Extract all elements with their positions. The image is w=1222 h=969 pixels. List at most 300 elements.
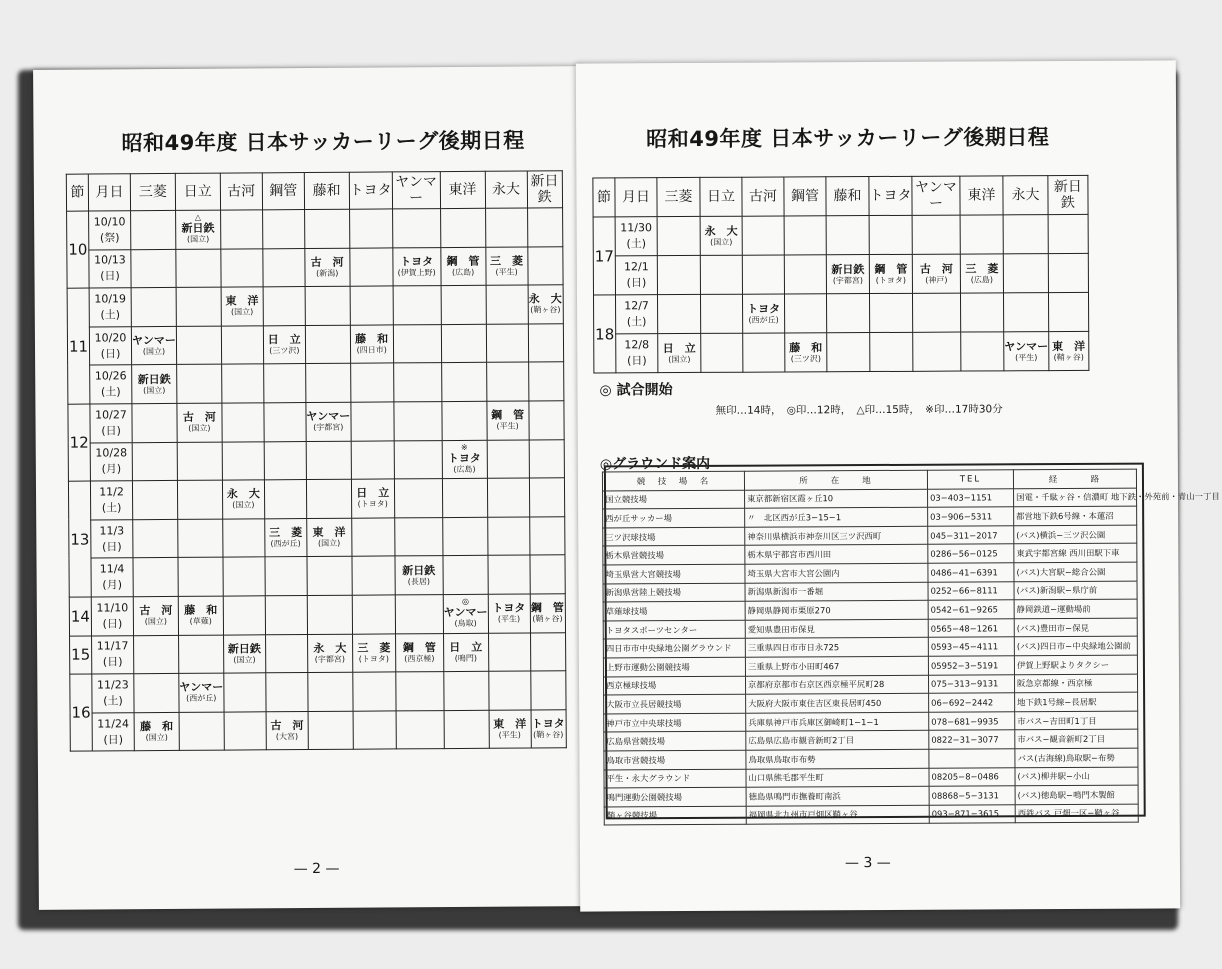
match-cell <box>826 216 869 255</box>
match-cell <box>133 519 178 558</box>
opponent: 鋼 管 <box>874 262 908 276</box>
date: 12/1 <box>623 260 649 274</box>
match-cell <box>395 633 443 672</box>
opponent: 永 大 <box>313 641 347 655</box>
match-cell <box>131 249 176 288</box>
match-cell <box>308 672 353 711</box>
match-cell <box>486 285 528 324</box>
weekday: (土) <box>103 694 123 708</box>
column-header: 節 <box>66 174 88 211</box>
venue: (鞘ヶ谷) <box>1053 352 1084 362</box>
ground-addr: 鳥取県鳥取市布勢 <box>746 749 929 769</box>
venue: (平生) <box>495 267 518 277</box>
match-cell <box>913 332 961 371</box>
opponent: 東 洋 <box>312 525 346 540</box>
match-cell <box>784 255 826 294</box>
opponent: 新日鉄 <box>137 372 171 386</box>
match-cell <box>393 363 441 402</box>
match-cell <box>785 333 827 372</box>
opponent: 東 洋 <box>225 294 259 309</box>
date-cell <box>89 327 131 366</box>
kickoff-heading: ◎ 試合開始 <box>599 382 673 399</box>
column-header: 月日 <box>615 178 657 217</box>
venue: (広島) <box>453 464 476 474</box>
match <box>827 263 869 286</box>
ground-addr: 愛知県豊田市保見 <box>745 619 928 639</box>
venue: (長居) <box>407 576 430 586</box>
venue: (国立) <box>233 655 256 665</box>
ground-tel: 0486−41−6391 <box>928 563 1014 582</box>
date: 10/19 <box>94 292 127 306</box>
match-cell <box>306 479 351 518</box>
match-cell <box>223 634 265 673</box>
ground-addr: 新潟県新潟市一番堀 <box>745 582 928 602</box>
match-cell <box>961 332 1004 371</box>
match-cell <box>869 254 912 293</box>
match-cell <box>912 215 960 254</box>
weekday: (日) <box>102 655 123 669</box>
date-cell <box>90 365 132 404</box>
ground-route: 都営地下鉄6号線・本蓮沼 <box>1014 506 1137 525</box>
match-cell <box>485 247 527 286</box>
match-cell <box>264 441 306 480</box>
kickoff-mark: △ <box>194 213 202 223</box>
column-header: 日立 <box>700 177 742 216</box>
column-header: 節 <box>593 178 615 217</box>
match-cell <box>528 401 563 440</box>
section-number: 11 <box>67 288 90 404</box>
match <box>1004 340 1048 363</box>
column-header: 藤和 <box>826 177 869 216</box>
venue: (国立) <box>144 617 168 627</box>
section-number: 18 <box>593 295 615 373</box>
ground-route: 地下鉄1号線−長居駅 <box>1015 692 1138 711</box>
match-cell <box>394 517 442 556</box>
match-cell <box>133 596 178 635</box>
table-row <box>70 709 566 751</box>
column-header: 新日鉄 <box>1048 175 1088 214</box>
date: 10/20 <box>94 330 127 345</box>
date: 11/10 <box>96 601 129 615</box>
match-cell <box>700 216 742 255</box>
match <box>785 341 826 364</box>
match-cell <box>960 215 1003 254</box>
venue: (国立) <box>317 538 341 548</box>
match-cell <box>352 556 395 595</box>
table-row <box>69 594 565 636</box>
match-cell <box>222 441 264 480</box>
section-number: 12 <box>68 404 91 481</box>
column-header: 永大 <box>1003 176 1048 215</box>
opponent: 永 大 <box>704 224 738 238</box>
match <box>179 681 223 704</box>
match-cell <box>701 333 743 372</box>
date-cell <box>615 217 657 256</box>
match-cell <box>351 479 394 518</box>
match-cell <box>869 215 912 254</box>
column-header: ヤンマー <box>392 172 440 209</box>
match-cell <box>306 441 351 480</box>
match-cell <box>392 209 440 248</box>
date: 10/10 <box>93 215 126 229</box>
match-cell <box>223 596 265 635</box>
ground-tel: 05952−3−5191 <box>928 656 1014 675</box>
match <box>701 224 742 247</box>
section-number: 14 <box>69 597 91 636</box>
match-cell <box>177 403 222 442</box>
match <box>961 262 1003 285</box>
match-cell <box>265 634 307 673</box>
venue: (鳴門) <box>454 653 477 663</box>
match-cell <box>307 595 352 634</box>
match <box>305 256 349 279</box>
match <box>135 720 179 743</box>
match <box>442 444 486 475</box>
match-cell <box>444 710 489 749</box>
match-cell <box>960 254 1003 293</box>
opponent: 三 菱 <box>965 261 999 276</box>
match-cell <box>177 364 222 403</box>
venue: (トヨタ) <box>358 654 390 664</box>
match-cell <box>394 402 442 441</box>
match-cell <box>657 294 700 333</box>
venue: (平生) <box>497 614 521 624</box>
ground-tel: 078−681−9935 <box>929 712 1015 731</box>
date: 10/26 <box>94 369 127 383</box>
date-cell <box>92 712 134 751</box>
column-header: 藤和 <box>304 172 349 209</box>
match-cell <box>306 518 351 557</box>
weekday: (日) <box>102 539 122 553</box>
match-cell <box>263 364 305 403</box>
match-cell <box>487 478 529 517</box>
opponent: 日 立 <box>449 640 483 654</box>
match-cell <box>178 596 223 635</box>
match-cell <box>700 294 742 333</box>
match-cell <box>393 286 441 325</box>
match <box>177 411 221 434</box>
venue: (三ツ沢) <box>790 353 821 363</box>
match <box>353 641 395 664</box>
ground-name: 鳥取市営競技場 <box>604 750 746 769</box>
match-cell <box>742 255 784 294</box>
match-cell <box>1003 215 1048 254</box>
ground-route: バス(古海線)鳥取駅−布勢 <box>1015 748 1138 767</box>
opponent: ヤンマー <box>1004 339 1049 353</box>
ground-name: 西が丘サッカー場 <box>603 508 745 527</box>
match <box>531 717 565 740</box>
match-cell <box>353 711 396 750</box>
ground-tel: 03−906−5311 <box>928 507 1014 526</box>
section-number: 16 <box>70 674 93 751</box>
ground-name: 上野市運動公園競技場 <box>603 657 745 676</box>
ground-tel: 08205−8−0486 <box>929 767 1015 786</box>
ground-route: (バス)豊田市−保見 <box>1014 618 1137 637</box>
match-cell <box>132 365 177 404</box>
ground-tel: 08868−5−3131 <box>929 786 1015 805</box>
match-cell <box>134 674 179 713</box>
table-row <box>67 246 563 288</box>
table-row <box>68 362 564 404</box>
table-row <box>70 671 566 713</box>
ground-route: 市バス−観音新町2丁目 <box>1015 729 1138 748</box>
match-cell <box>1004 332 1049 371</box>
match-cell <box>222 519 264 558</box>
ground-table <box>602 469 1220 826</box>
match-cell <box>443 633 488 672</box>
date-cell <box>91 597 133 636</box>
venue: (国立) <box>186 234 210 245</box>
match-cell <box>131 326 176 365</box>
match-cell <box>306 402 351 441</box>
match-cell <box>1048 292 1088 331</box>
match <box>488 602 529 625</box>
opponent: 鋼 管 <box>530 601 564 615</box>
match-cell <box>266 673 308 712</box>
match-cell <box>440 208 485 247</box>
opponent: 東 洋 <box>493 717 527 731</box>
header-row <box>66 171 562 211</box>
venue: (鞘ヶ谷) <box>533 730 564 740</box>
match <box>443 598 487 629</box>
column-header: ヤンマー <box>912 176 960 215</box>
match <box>395 564 442 587</box>
match-cell <box>350 325 393 364</box>
schedule-table <box>66 170 567 752</box>
opponent: 藤 和 <box>355 332 389 346</box>
match-cell <box>441 285 486 324</box>
match <box>176 214 220 245</box>
match-cell <box>134 635 179 674</box>
match-cell <box>350 363 393 402</box>
venue: (国立) <box>142 347 166 357</box>
table-row <box>593 292 1088 334</box>
header-row <box>593 175 1088 217</box>
match-cell <box>224 673 266 712</box>
match <box>393 255 440 278</box>
date-cell <box>89 249 131 288</box>
ground-route: (バス)徳島駅−鳴門木製館 <box>1015 785 1138 804</box>
match-cell <box>441 363 486 402</box>
table-row <box>593 253 1088 295</box>
match-cell <box>132 481 177 520</box>
opponent: 鋼 管 <box>491 408 525 422</box>
venue: (国立) <box>143 385 166 395</box>
match-cell <box>304 209 349 248</box>
match <box>264 333 305 356</box>
match-cell <box>262 210 304 249</box>
table-row <box>68 478 564 520</box>
opponent: ヤンマー <box>443 605 488 620</box>
match-cell <box>349 209 392 248</box>
ground-addr: 静岡県静岡市栗原270 <box>745 600 928 620</box>
weekday: (祭) <box>99 231 120 245</box>
table-row <box>69 555 565 597</box>
date: 11/24 <box>97 716 130 731</box>
ground-name: 鞘ヶ谷競技場 <box>604 806 746 825</box>
match-cell <box>441 324 486 363</box>
weekday: (土) <box>626 237 647 251</box>
venue: (トヨタ) <box>357 499 388 510</box>
opponent: 古 河 <box>270 719 304 733</box>
date-cell <box>90 442 132 481</box>
match-cell <box>179 712 224 751</box>
match <box>913 262 960 285</box>
match-cell <box>743 333 785 372</box>
ground-name: 平生・永大グラウンド <box>604 769 746 788</box>
date-cell <box>615 256 657 295</box>
match-cell <box>263 325 305 364</box>
match-cell <box>488 555 530 594</box>
match-cell <box>266 711 308 750</box>
page-number: — 3 — <box>844 854 891 872</box>
venue: (西が丘) <box>270 539 301 549</box>
match-cell <box>486 362 528 401</box>
ground-column-header: 所 在 地 <box>744 470 927 490</box>
match-cell <box>784 216 826 255</box>
ground-addr: 広島県広島市観音新町2丁目 <box>746 731 929 751</box>
opponent: トヨタ <box>400 255 434 269</box>
ground-route: (バス)四日市−中央緑地公園前 <box>1014 636 1137 655</box>
ground-name: 国立競技場 <box>603 490 745 509</box>
ground-name: 神戸市立中央球技場 <box>604 713 746 732</box>
table-row <box>69 516 565 558</box>
opponent: 古 河 <box>139 604 173 618</box>
venue: (国立) <box>710 237 733 247</box>
match-cell <box>529 516 564 555</box>
opponent: トヨタ <box>492 601 526 615</box>
match-cell <box>527 246 562 285</box>
table-row <box>593 214 1088 256</box>
venue: (宇都宮) <box>832 275 864 285</box>
table-row <box>67 208 563 250</box>
weekday: (日) <box>103 732 124 746</box>
match <box>224 642 265 665</box>
match-cell <box>222 403 264 442</box>
kickoff-mark: ◎ <box>461 597 469 607</box>
match-cell <box>132 403 177 442</box>
match-cell <box>132 442 177 481</box>
weekday: (日) <box>100 269 120 283</box>
ground-tel: 06−692−2442 <box>929 693 1015 712</box>
table-row <box>594 331 1089 373</box>
weekday: (日) <box>626 276 647 290</box>
match-cell <box>396 710 444 749</box>
ground-route: 国電・千駄ヶ谷・信濃町 地下鉄・外苑前・青山一丁目 <box>1014 488 1137 507</box>
ground-route: (バス)大宮駅−総合公園 <box>1014 562 1137 581</box>
weekday: (土) <box>101 501 122 515</box>
match <box>486 254 527 277</box>
date-cell <box>616 334 658 373</box>
ground-route: 東武宇都宮線 西川田駅下車 <box>1014 544 1137 563</box>
table-row <box>67 285 563 327</box>
section-number: 13 <box>68 481 91 597</box>
ground-tel: 0565−48−1261 <box>928 619 1014 638</box>
match-cell <box>528 324 563 363</box>
match-cell <box>528 362 563 401</box>
venue: (国立) <box>232 500 255 510</box>
opponent: 三 菱 <box>269 526 303 540</box>
opponent: ヤンマー <box>306 409 351 424</box>
schedule-table <box>592 175 1089 374</box>
match-cell <box>700 255 742 294</box>
match-cell <box>224 712 266 751</box>
opponent: 永 大 <box>528 292 562 306</box>
match <box>306 410 350 433</box>
match <box>221 295 262 318</box>
match <box>266 719 307 742</box>
match-cell <box>349 248 392 287</box>
ground-tel: 093−871−3615 <box>929 804 1015 823</box>
column-header: 東洋 <box>440 171 485 208</box>
match-cell <box>305 248 350 287</box>
venue: (新潟) <box>316 268 339 278</box>
opponent: トヨタ <box>447 451 481 465</box>
match <box>743 302 784 325</box>
venue: (宇都宮) <box>314 654 346 664</box>
match-cell <box>392 247 440 286</box>
match-cell <box>530 555 565 594</box>
opponent: 永 大 <box>226 487 260 502</box>
date-cell <box>89 211 131 250</box>
match-cell <box>352 633 395 672</box>
match-cell <box>742 294 784 333</box>
ground-addr: 福岡県北九州市戸畑区鞘ヶ谷 <box>746 805 929 825</box>
table-row <box>67 324 563 366</box>
match-cell <box>486 401 528 440</box>
page-right <box>576 60 1220 911</box>
match-cell <box>305 286 350 325</box>
match-cell <box>531 709 566 748</box>
column-header: 古河 <box>220 173 262 210</box>
ground-name: トヨタスポーツセンター <box>603 620 745 639</box>
column-header: トヨタ <box>869 176 912 215</box>
weekday: (月) <box>101 462 122 476</box>
page-title: 昭和49年度 日本サッカーリーグ後期日程 <box>121 128 525 156</box>
match-cell <box>176 249 221 288</box>
weekday: (日) <box>101 424 121 438</box>
venue: (広島) <box>451 267 475 277</box>
opponent: 新日鉄 <box>831 262 865 276</box>
column-header: 日立 <box>175 173 220 210</box>
opponent: トヨタ <box>531 717 565 731</box>
ground-route: (バス)新潟駅−県庁前 <box>1014 581 1137 600</box>
ground-name: 鳴門運動公園競技場 <box>604 787 746 806</box>
match <box>132 373 176 396</box>
venue: (西が丘) <box>748 315 779 325</box>
date: 11/23 <box>96 678 129 692</box>
venue: (広島) <box>970 274 994 285</box>
match-cell <box>487 517 529 556</box>
match-cell <box>488 594 530 633</box>
date-cell <box>90 404 132 443</box>
ground-addr: 東京都新宿区霞ヶ丘10 <box>745 489 928 509</box>
weekday: (日) <box>102 617 123 631</box>
opponent: 古 河 <box>182 410 216 425</box>
venue: (大宮) <box>275 732 299 742</box>
match-cell <box>178 557 223 596</box>
match-cell <box>1003 254 1048 293</box>
match-cell <box>178 635 223 674</box>
weekday: (土) <box>100 308 121 322</box>
venue: (四日市) <box>356 345 387 355</box>
venue: (平生) <box>498 730 521 740</box>
ground-name: 三ツ沢球技場 <box>603 527 745 546</box>
match-cell <box>488 671 530 710</box>
venue: (国立) <box>668 354 691 364</box>
date-cell <box>92 635 134 674</box>
opponent: 三 菱 <box>489 254 524 268</box>
